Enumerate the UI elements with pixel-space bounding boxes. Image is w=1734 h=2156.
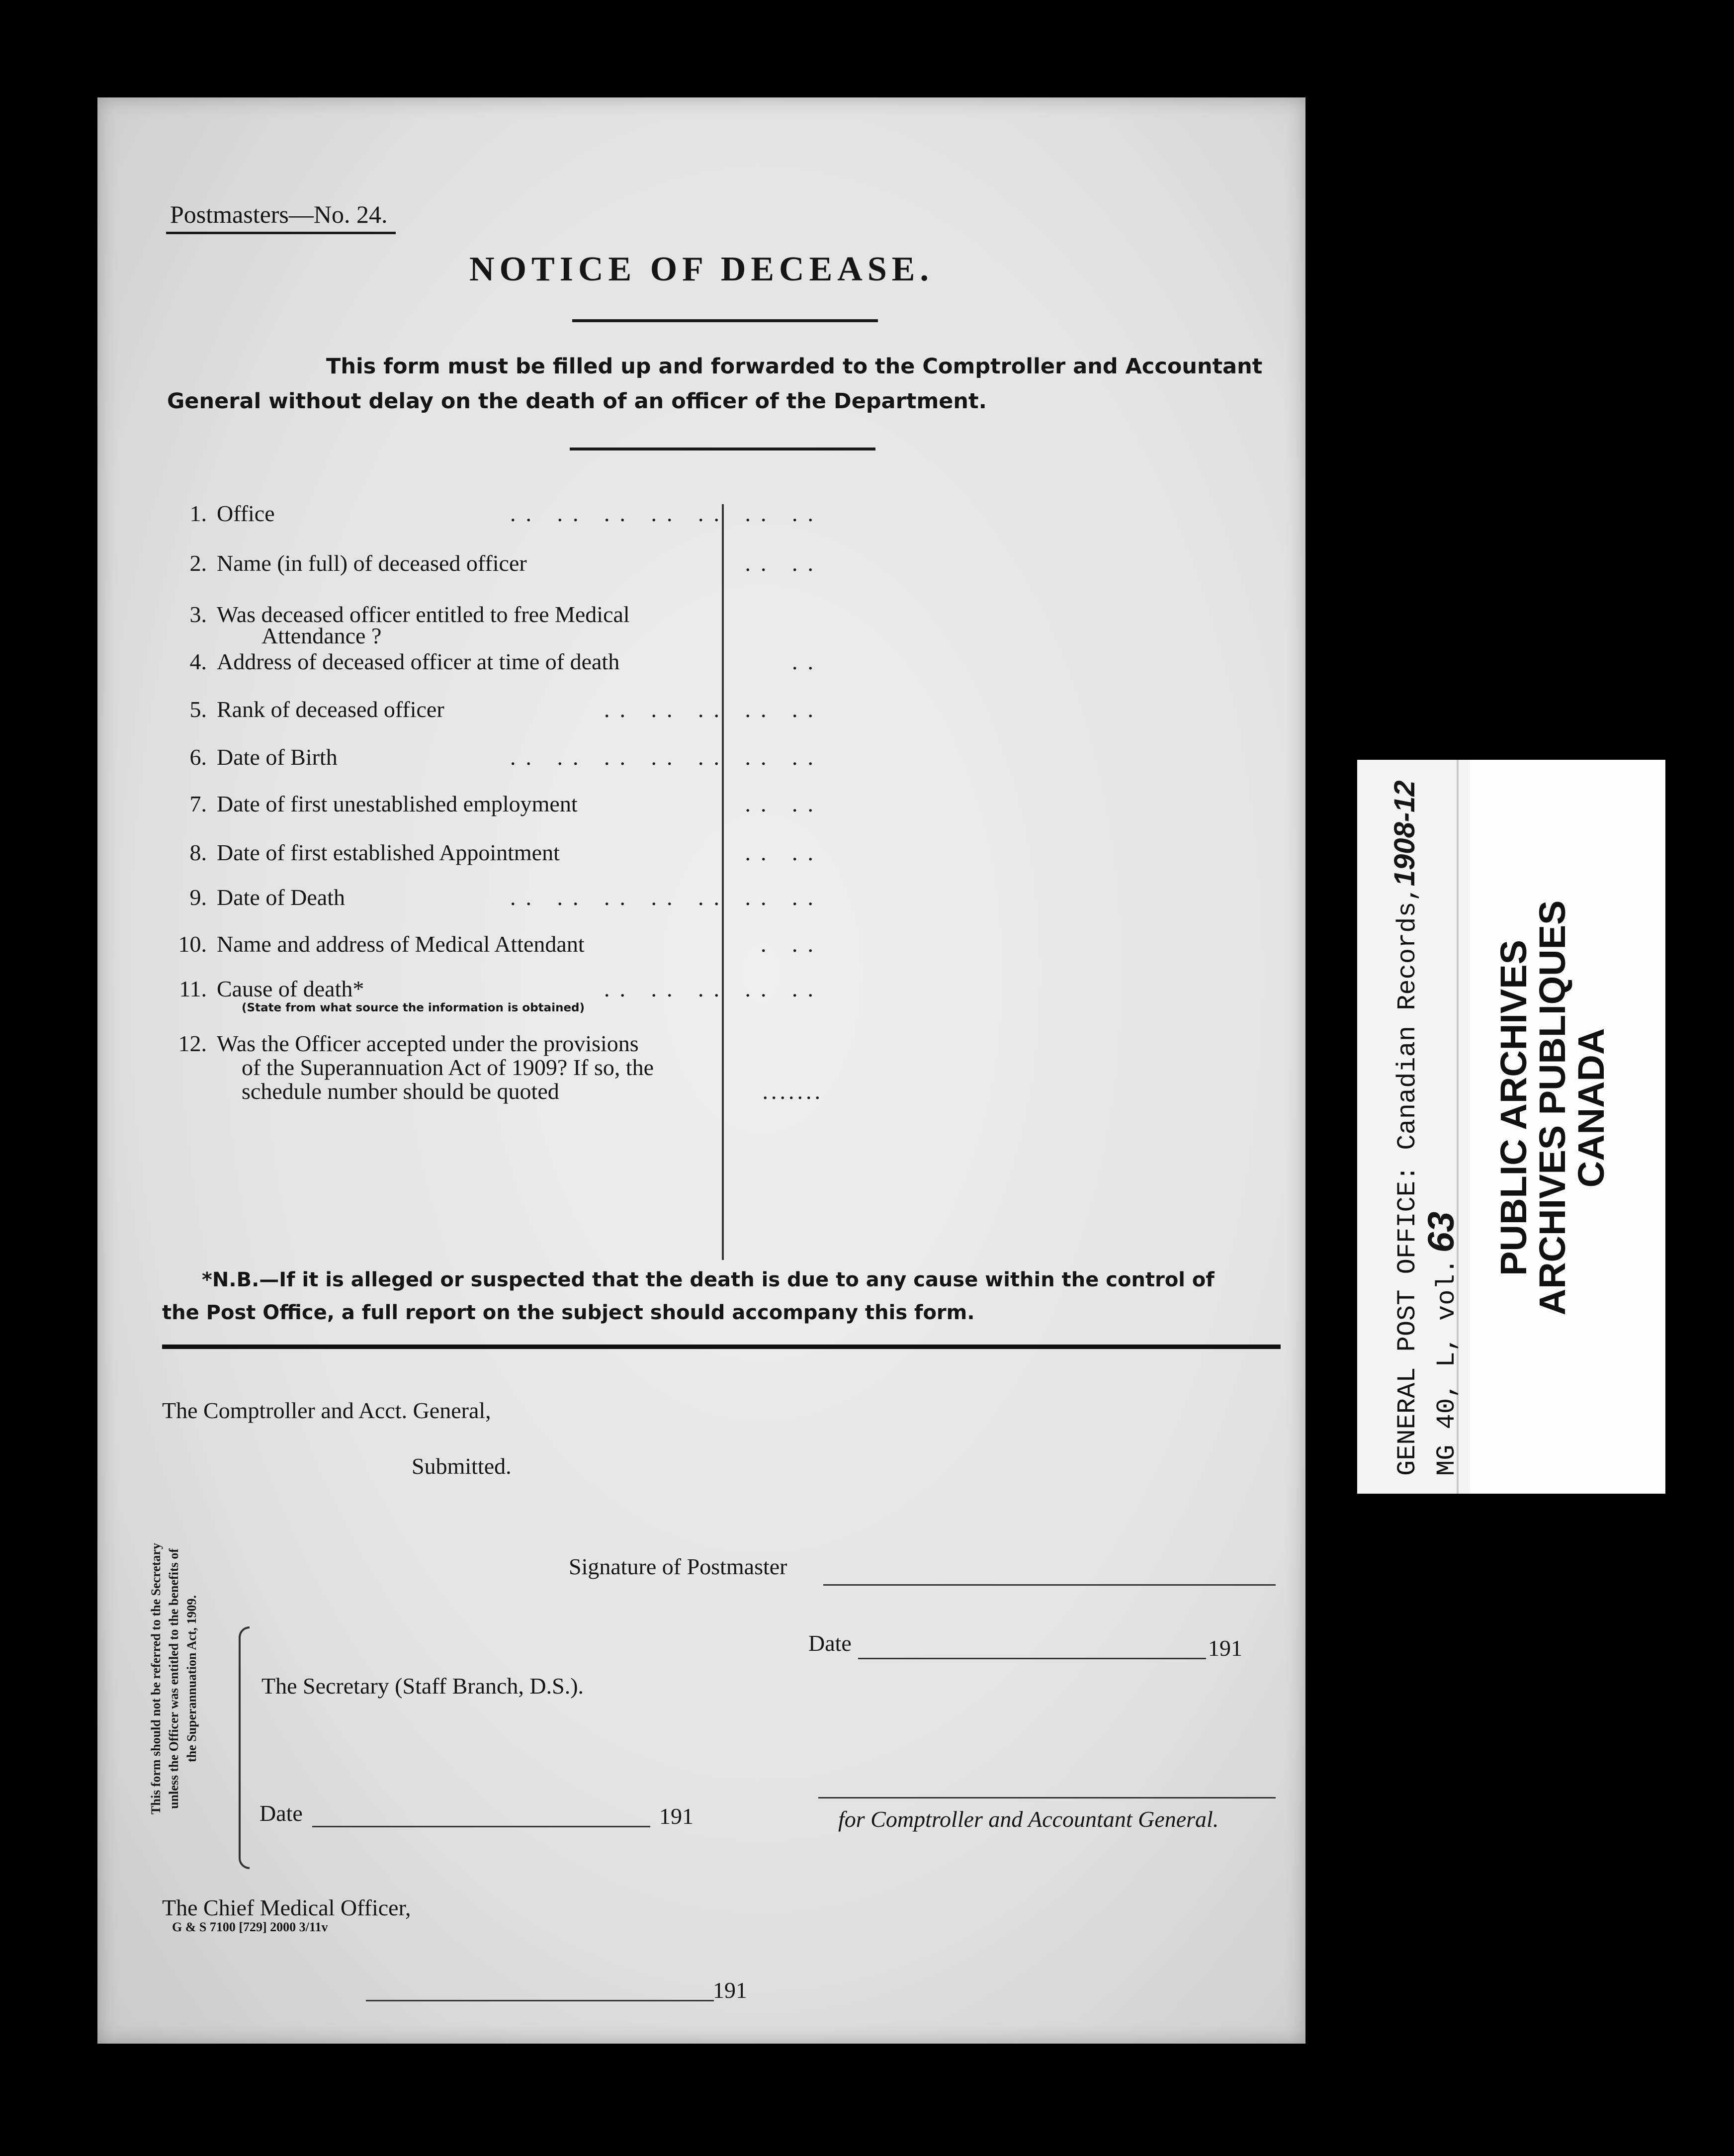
archive-reference-line-2: MG 40, L, vol.63 <box>1420 1211 1462 1476</box>
for-comptroller: for Comptroller and Accountant General. <box>838 1806 1219 1832</box>
section-divider <box>162 1345 1281 1349</box>
date-line-bottom <box>366 2000 714 2001</box>
instruction-rule <box>570 448 875 450</box>
nb-line-2: the Post Office, a full report on the subject should accompany this form. <box>162 1301 975 1324</box>
date-label-right: Date <box>808 1630 852 1656</box>
comptroller-signature-line <box>818 1797 1276 1798</box>
year-left: 191 <box>659 1803 694 1829</box>
form-number: Postmasters—No. 24. <box>170 200 388 228</box>
comptroller-address: The Comptroller and Acct. General, <box>162 1398 491 1423</box>
signature-line <box>823 1584 1276 1586</box>
archive-stamp: PUBLIC ARCHIVES ARCHIVES PUBLIQUES CANADA <box>1493 900 1612 1316</box>
form-title: NOTICE OF DECEASE. <box>469 250 934 288</box>
instruction-line-2: General without delay on the death of an officer of the Department. <box>167 389 987 414</box>
side-bracket <box>239 1626 250 1869</box>
title-rule <box>572 319 878 322</box>
nb-note <box>162 1263 1286 1329</box>
date-label-left: Date <box>260 1800 303 1826</box>
signature-label: Signature of Postmaster <box>569 1554 787 1579</box>
date-line-left <box>312 1826 650 1827</box>
secretary-address: The Secretary (Staff Branch, D.S.). <box>261 1673 584 1699</box>
date-line-right <box>858 1658 1206 1659</box>
archive-label <box>1357 760 1665 1494</box>
form-sheet: Postmasters—No. 24. NOTICE OF DECEASE. This form must be filled up and forwarded to the Comptroller and Accountant General without delay on the death of an officer of the Department. 1. Office .. .. .. .. .. .. .. 2. Name (in full) of deceased officer .. .. 3. Was deceased officer entitled to free Medical Attendance ? 4. Address of deceased officer at time of death .. 5. Rank of deceased officer .. .. .. .. .. 6. Date of Birth .. .. .. .. .. .. .. 7. Date of first unestablished employment .. .. 8. Date of first established Appointment .. .. 9. Date of Death .. .. .. .. .. .. .. 10. Name and address of Medical Attendant . .. 11. Cause of death* .. .. .. .. .. (State from what source the information is obtained) 12. Was the Officer accepted under the provisions of the Superannuation Act of 1909? If so, the schedule number should be quoted ....... *N.B.—If it is alleged or suspected that the death is due to any cause within the control of the Post Office, a full report on the subject should accompany this form. The Comptroller and Acct. General, Submitted. Signature of Postmaster Date 191 This form should not be referred to the Secretary unless the Officer was entitled to the benefits of the Superannuation Act, 1909. The Secretary (Staff Branch, D.S.). Date 191 for Comptroller and Accountant General. The Chief Medical Officer, 191 G & S 7100 [729] 2000 3/11v <box>97 97 1305 2044</box>
year-bottom: 191 <box>713 1977 747 2003</box>
archive-reference-line-1: GENERAL POST OFFICE: Canadian Records,1908-12 <box>1388 780 1422 1476</box>
print-code: G & S 7100 [729] 2000 3/11v <box>172 1920 328 1934</box>
year-right: 191 <box>1208 1635 1242 1661</box>
side-note: This form should not be referred to the Secretary unless the Officer was entitled to the benefits of the Superannuation Act, 1909. <box>149 1543 199 1814</box>
nb-line-1: *N.B.—If it is alleged or suspected that the death is due to any cause within the control of <box>202 1268 1214 1291</box>
instruction-line-1: This form must be filled up and forwarded to the Comptroller and Accountant <box>326 354 1263 379</box>
instructions <box>167 349 1288 419</box>
chief-medical-officer: The Chief Medical Officer, <box>162 1895 411 1920</box>
form-number-underline <box>166 232 396 234</box>
submitted-text: Submitted. <box>412 1453 512 1479</box>
answer-column-line <box>722 504 724 1260</box>
